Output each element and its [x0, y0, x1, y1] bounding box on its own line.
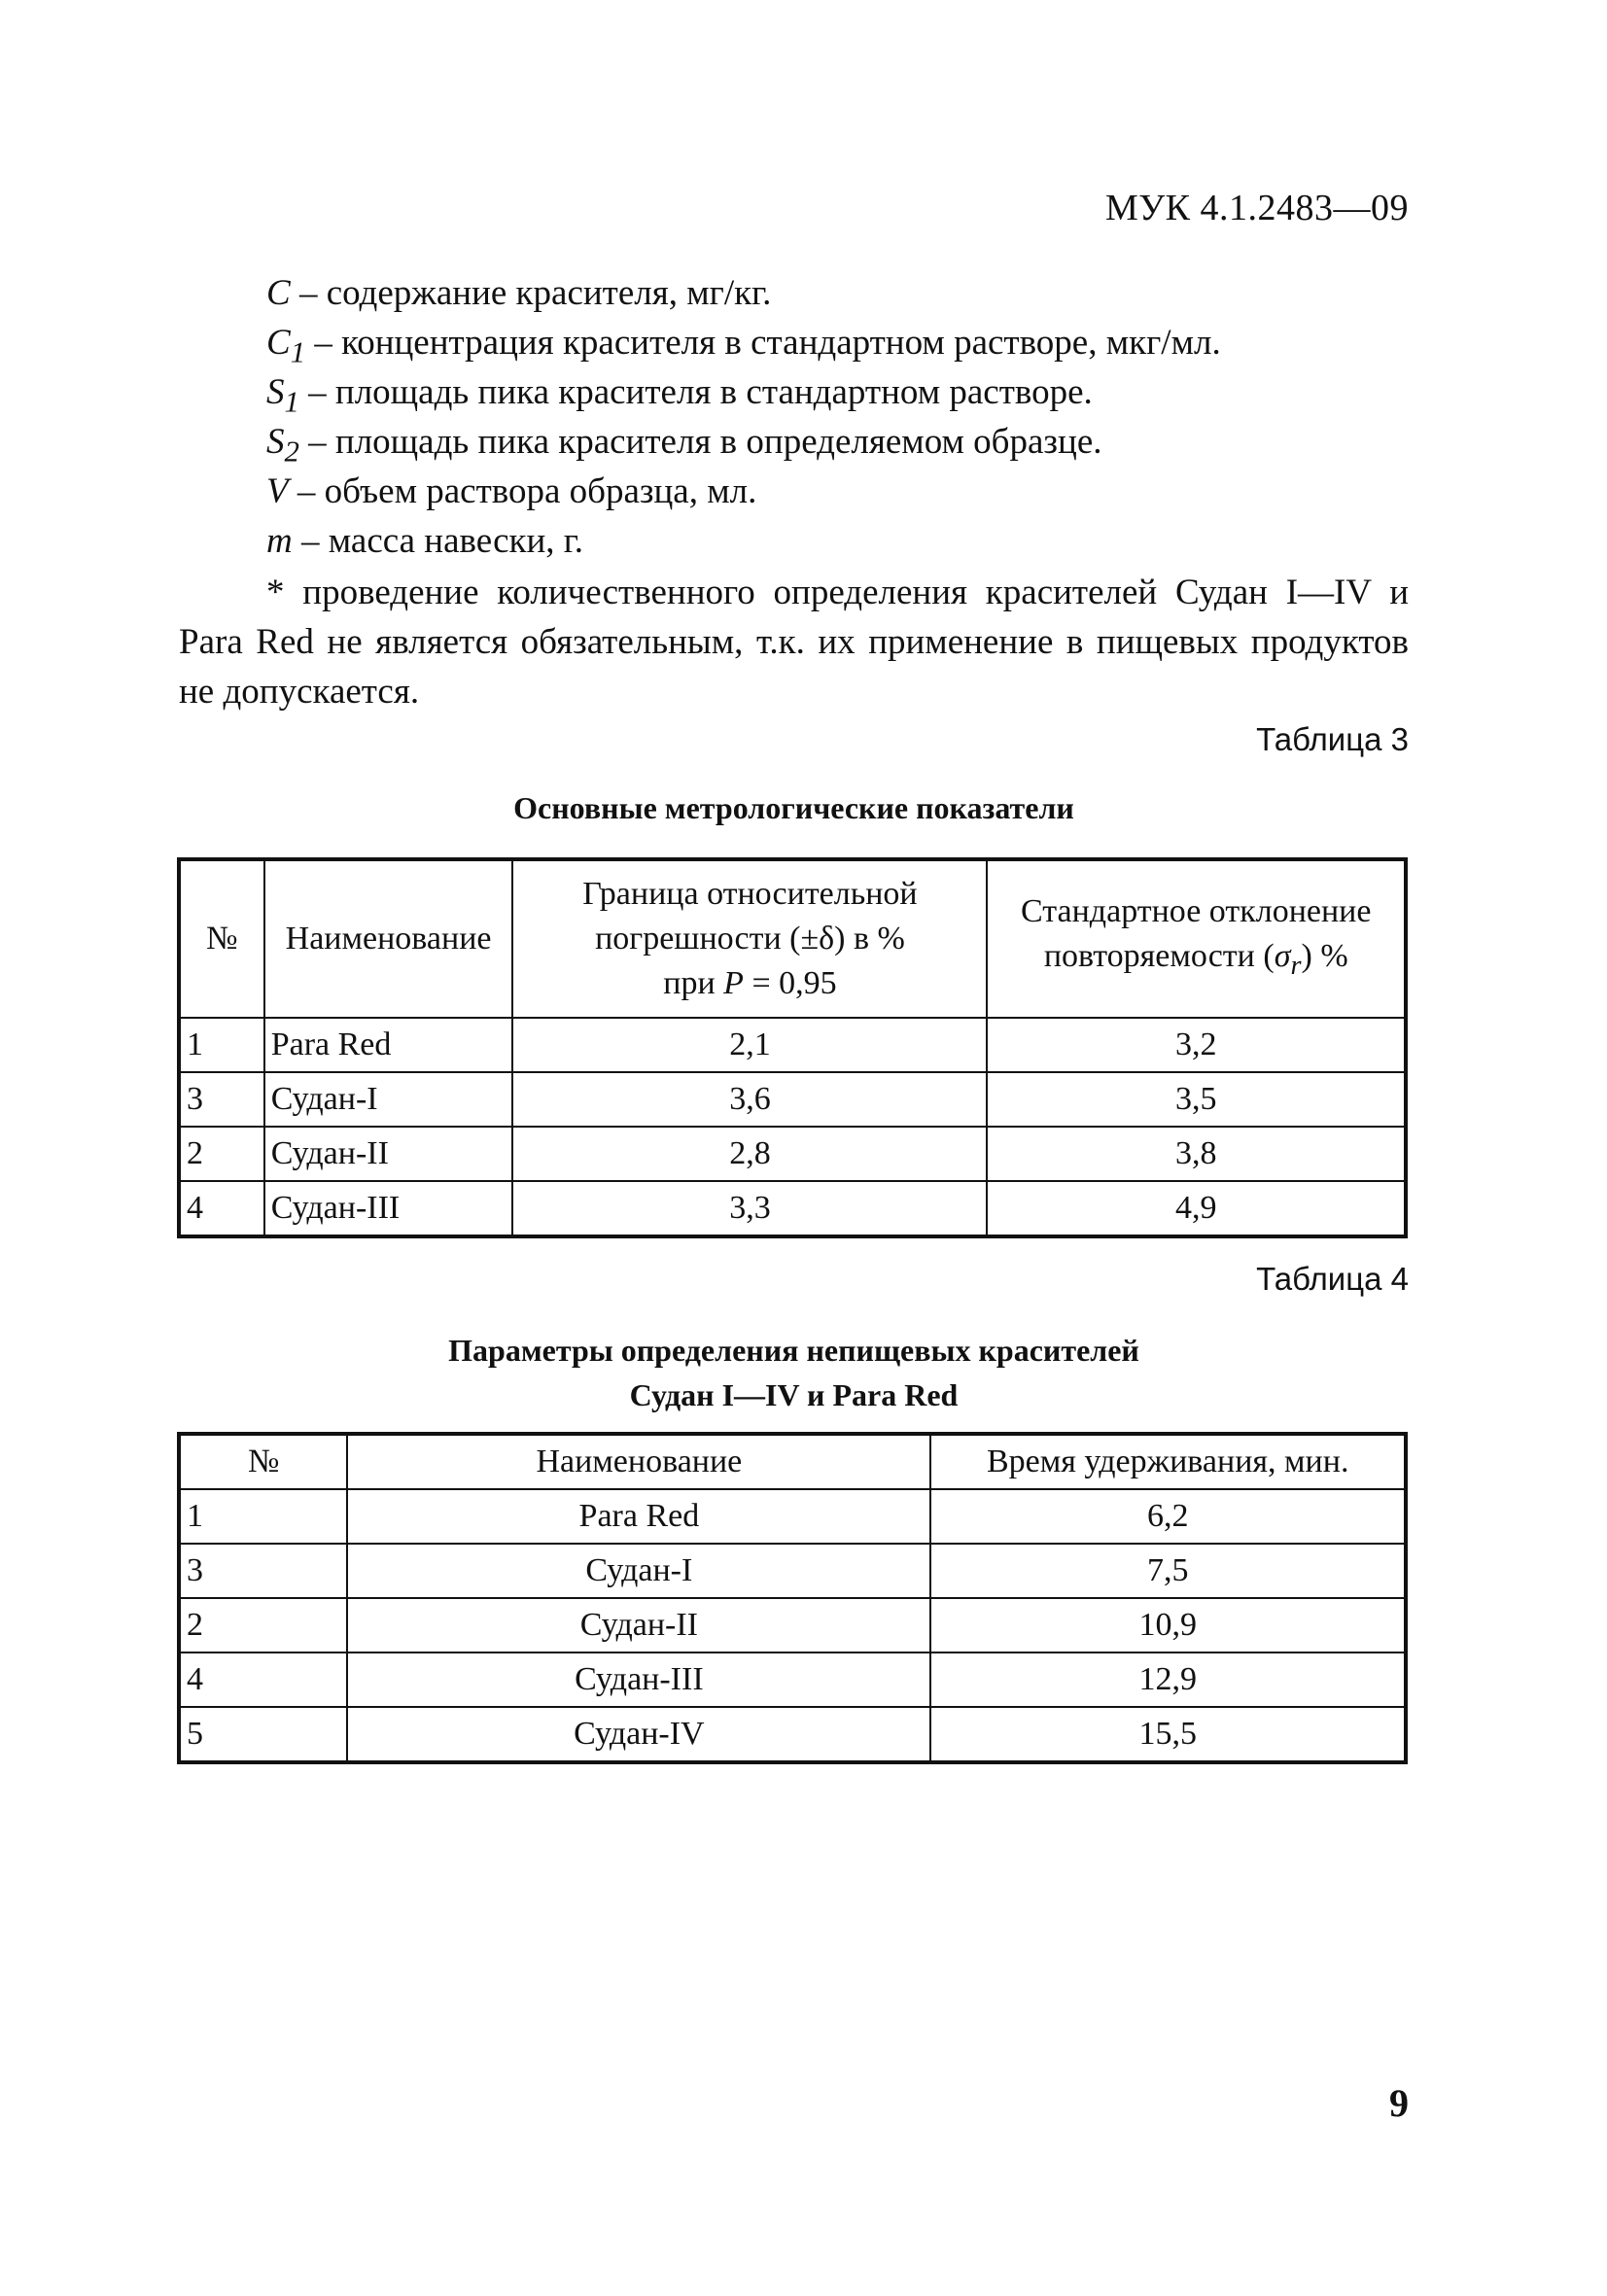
header-sd-line2-prefix: повторяемости ( — [1043, 938, 1275, 975]
footnote-paragraph: * проведение количественного определения красителей Судан I—IV и Para Red не является обязательным, т.к. их применение в пищевых продуктов не допускается. — [179, 573, 1409, 712]
definition-item — [179, 318, 1409, 367]
table-row — [179, 1127, 1406, 1181]
header-sd — [987, 859, 1406, 1018]
cell-sd: 3,5 — [987, 1072, 1406, 1127]
table4-title-line2: Судан I—IV и Para Red — [629, 1377, 959, 1412]
definition-text: – объем раствора образца, мл. — [288, 471, 757, 511]
header-sd-line2-var: σ — [1274, 938, 1291, 975]
cell-name: Судан-II — [264, 1127, 513, 1181]
definition-subscript: 1 — [284, 385, 299, 419]
cell-num: 2 — [179, 1127, 264, 1181]
definition-symbol: C — [266, 273, 291, 313]
cell-time: 12,9 — [930, 1652, 1406, 1707]
metrology-table — [177, 857, 1408, 1238]
table-header-row — [179, 1434, 1406, 1489]
header-num: № — [179, 1434, 347, 1489]
cell-name: Судан-III — [347, 1652, 930, 1707]
table-row — [179, 1652, 1406, 1707]
cell-num: 4 — [179, 1181, 264, 1236]
document-code: МУК 4.1.2483—09 — [1104, 188, 1409, 228]
definition-symbol: C — [266, 323, 291, 363]
table3-caption: Таблица 3 — [1256, 721, 1409, 757]
page-number: 9 — [1389, 2081, 1409, 2125]
table-header-row — [179, 859, 1406, 1018]
table4-title-line1: Параметры определения непищевых красителей — [448, 1333, 1139, 1368]
definition-text: – площадь пика красителя в стандартном растворе. — [298, 372, 1093, 412]
header-sd-line2-sub: r — [1290, 950, 1302, 981]
definition-subscript: 2 — [284, 435, 299, 469]
table4-caption: Таблица 4 — [1256, 1261, 1409, 1297]
definition-item — [179, 268, 1409, 318]
table-row — [179, 1544, 1406, 1598]
cell-name: Судан-III — [264, 1181, 513, 1236]
header-num: № — [179, 859, 264, 1018]
cell-num: 1 — [179, 1018, 264, 1072]
definitions-block — [179, 268, 1409, 716]
definition-item — [179, 516, 1409, 566]
cell-sd: 3,2 — [987, 1018, 1406, 1072]
definition-symbol: S — [266, 422, 285, 462]
cell-error: 2,8 — [512, 1127, 987, 1181]
cell-time: 6,2 — [930, 1489, 1406, 1544]
header-error-line2: погрешности (±δ) в % — [595, 921, 905, 957]
table4-title — [179, 1328, 1409, 1417]
definition-item — [179, 367, 1409, 417]
cell-name: Судан-I — [264, 1072, 513, 1127]
definition-text: – площадь пика красителя в определяемом образце. — [298, 422, 1102, 462]
definition-subscript: 1 — [290, 335, 306, 369]
cell-sd: 4,9 — [987, 1181, 1406, 1236]
cell-name: Судан-I — [347, 1544, 930, 1598]
cell-num: 4 — [179, 1652, 347, 1707]
table-row — [179, 1181, 1406, 1236]
definition-symbol: V — [266, 471, 289, 511]
cell-num: 3 — [179, 1544, 347, 1598]
header-error-line3-suffix: = 0,95 — [743, 965, 837, 1001]
definition-item — [179, 467, 1409, 516]
cell-sd: 3,8 — [987, 1127, 1406, 1181]
retention-table — [177, 1432, 1408, 1764]
cell-time: 10,9 — [930, 1598, 1406, 1652]
definition-text: – содержание красителя, мг/кг. — [290, 273, 772, 313]
definition-text: – концентрация красителя в стандартном растворе, мкг/мл. — [305, 323, 1221, 363]
header-sd-line2-suffix: ) % — [1301, 938, 1348, 975]
cell-name: Para Red — [347, 1489, 930, 1544]
cell-error: 3,6 — [512, 1072, 987, 1127]
definition-item — [179, 417, 1409, 467]
header-error-line1: Граница относительной — [582, 876, 918, 912]
header-error — [512, 859, 987, 1018]
cell-time: 7,5 — [930, 1544, 1406, 1598]
definition-text: – масса навески, г. — [292, 521, 584, 561]
table-row — [179, 1707, 1406, 1762]
table3-title: Основные метрологические показатели — [513, 790, 1074, 825]
cell-num: 2 — [179, 1598, 347, 1652]
header-name: Наименование — [264, 859, 513, 1018]
cell-num: 3 — [179, 1072, 264, 1127]
cell-name: Судан-II — [347, 1598, 930, 1652]
header-time: Время удерживания, мин. — [930, 1434, 1406, 1489]
cell-num: 5 — [179, 1707, 347, 1762]
cell-time: 15,5 — [930, 1707, 1406, 1762]
cell-name: Судан-IV — [347, 1707, 930, 1762]
definition-symbol: S — [266, 372, 285, 412]
definition-symbol: m — [266, 521, 293, 561]
cell-name: Para Red — [264, 1018, 513, 1072]
table-row — [179, 1598, 1406, 1652]
header-error-line3-prefix: при — [663, 965, 724, 1001]
table-row — [179, 1018, 1406, 1072]
cell-error: 3,3 — [512, 1181, 987, 1236]
header-sd-line1: Стандартное отклонение — [1021, 893, 1372, 930]
cell-error: 2,1 — [512, 1018, 987, 1072]
table-row — [179, 1072, 1406, 1127]
header-name: Наименование — [347, 1434, 930, 1489]
table-row — [179, 1489, 1406, 1544]
cell-num: 1 — [179, 1489, 347, 1544]
header-error-line3-var: P — [723, 965, 744, 1001]
